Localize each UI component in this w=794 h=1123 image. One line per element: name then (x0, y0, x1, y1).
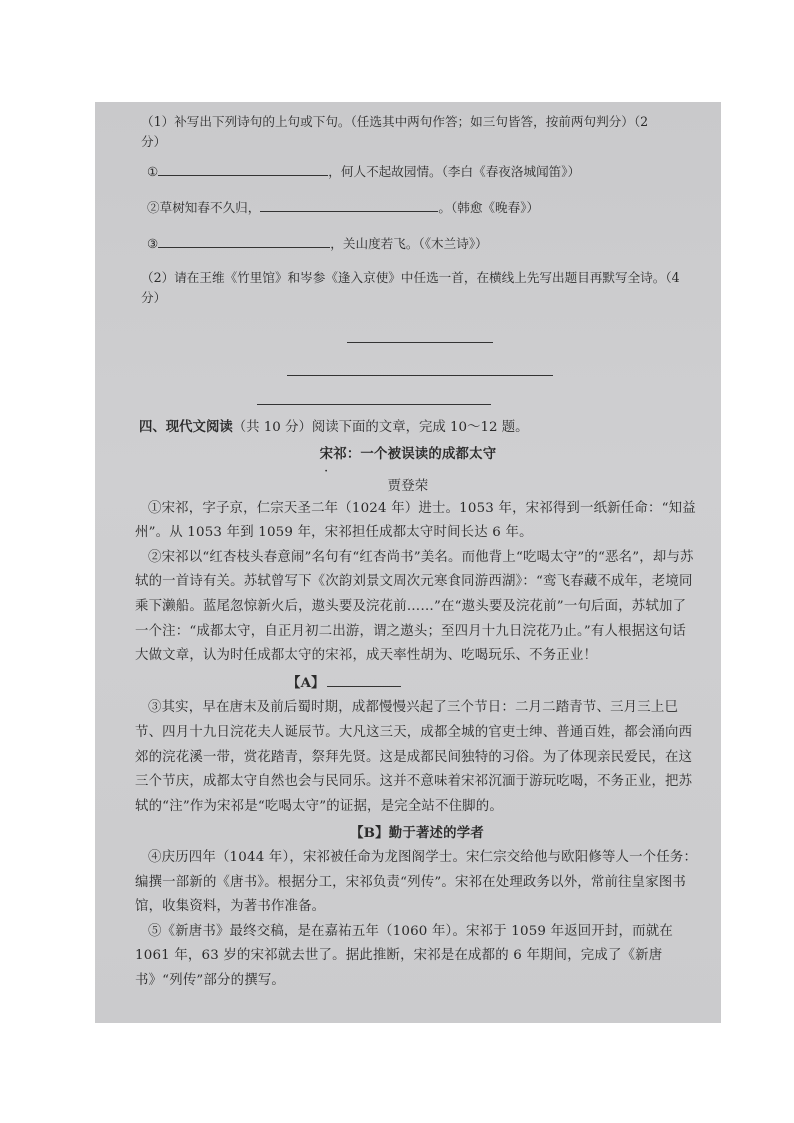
article-title: 宋祁：一个被误读的成都太守 (319, 446, 497, 462)
answer-blank[interactable] (260, 198, 438, 212)
paragraph-4: ④庆历四年（1044 年），宋祁被任命为龙图阁学士。宋仁宗交给他与欧阳修等人一个任务：编撰一部新的《唐书》。根据分工，宋祁负责“列传”。宋祁在处理政务以外，常前往皇家图书馆，收集资料，为著书作准备。 (135, 849, 698, 915)
subheading-a: 【A】 (287, 671, 699, 697)
q2-line-2: 分） (141, 290, 167, 305)
q1-intro-cont: 分） (141, 134, 167, 149)
title-dot: · (324, 463, 329, 479)
q1-intro: （1）补写出下列诗句的上句或下句。（任选其中两句作答；如三句皆答，按前两句判分）（2 (141, 114, 649, 129)
exam-sheet (95, 102, 721, 1023)
answer-line-1[interactable] (287, 375, 553, 376)
subheading-a-blank[interactable] (327, 673, 401, 687)
subheading-b: 【B】勤于著述的学者 (350, 825, 484, 842)
answer-blank[interactable] (158, 234, 330, 248)
paragraph-3: ③其实，早在唐末及前后蜀时期，成都慢慢兴起了三个节日：二月二踏青节、三月三上巳节、四月十九日浣花夫人诞辰节。大凡这三天，成都全城的官吏士绅、普通百姓，都会涌向西郊的浣花溪一带，赏花踏青，祭拜先贤。这是成都民间独特的习俗。为了体现亲民爱民，在这三个节庆，成都太守自然也会与民同乐。这并不意味着宋祁沉湎于游玩吃喝，不务正业，把苏轼的“注”作为宋祁是“吃喝太守”的证据，是完全站不住脚的。 (135, 700, 693, 814)
q1-item-1: ① ，何人不起故园情。（李白《春夜洛城闻笛》） (147, 164, 581, 179)
paragraph-2: ②宋祁以“红杏枝头春意闹”名句有“红杏尚书”美名。而他背上“吃喝太守”的“恶名”，却与苏轼的一首诗有关。苏轼曾写下《次韵刘景文周次元寒食同游西湖》：“鸾飞春藏不成年，老境同乘下濑船。蓝尾忽惊新火后，遨头要及浣花前……”在“遨头要及浣花前”一句后面，苏轼加了一个注：“成都太守，自正月初二出游，谓之遨头；至四月十九日浣花乃止。”有人根据这句话大做文章，认为时任成都太守的宋祁，成天率性胡为、吃喝玩乐、不务正业！ (135, 549, 694, 664)
answer-blank[interactable] (158, 162, 328, 176)
answer-line-title[interactable] (347, 342, 493, 343)
answer-line-2[interactable] (257, 404, 491, 405)
paragraph-1: ①宋祁，字子京，仁宗天圣二年（1024 年）进士。1053 年，宋祁得到一纸新任命：“知益州”。从 1053 年到 1059 年，宋祁担任成都太守时间长达 6 年。 (135, 500, 696, 541)
article-author: 贾登荣 (387, 478, 429, 494)
q1-item-2: ②草树知春不久归， 。（韩愈《晚春》） (147, 200, 540, 215)
q1-item-3: ③ ，关山度若飞。（《木兰诗》） (147, 236, 488, 251)
paragraph-5: ⑤《新唐书》最终交稿，是在嘉祐五年（1060 年）。宋祁于 1059 年返回开封，而就在 1061 年，63 岁的宋祁就去世了。据此推断，宋祁是在成都的 6 年期间，完成了《新唐书》“列传”部分的撰写。 (135, 923, 673, 988)
section-4-heading: 四、现代文阅读（共 10 分）阅读下面的文章，完成 10～12 题。 (139, 419, 529, 435)
q2-line-1: （2）请在王维《竹里馆》和岑参《逢入京使》中任选一首，在横线上先写出题目再默写全诗。（4 (141, 270, 680, 285)
